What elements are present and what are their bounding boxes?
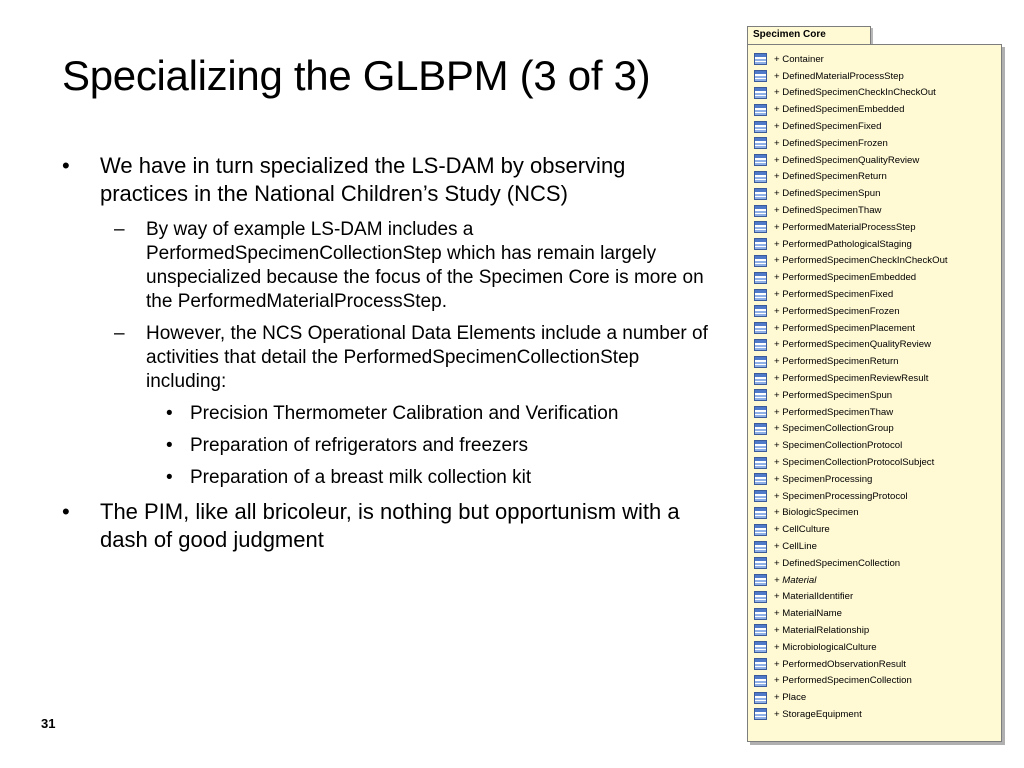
uml-attribute-label: + PerformedMaterialProcessStep bbox=[774, 221, 916, 233]
small-bullet-mark: • bbox=[166, 403, 173, 424]
uml-attribute-label: + CellCulture bbox=[774, 524, 830, 536]
uml-attribute-item bbox=[754, 118, 997, 135]
uml-attribute-label: + PerformedObservationResult bbox=[774, 658, 906, 670]
class-attribute-icon bbox=[754, 53, 767, 65]
uml-attribute-item bbox=[754, 269, 997, 286]
class-attribute-icon bbox=[754, 171, 767, 183]
uml-attribute-label: + DefinedSpecimenQualityReview bbox=[774, 154, 920, 166]
class-attribute-icon bbox=[754, 87, 767, 99]
uml-attribute-label: + DefinedSpecimenEmbedded bbox=[774, 104, 905, 116]
uml-attribute-item bbox=[754, 454, 997, 471]
sub-bullet-text: By way of example LS-DAM includes a PerformedSpecimenCollectionStep which has remain largely unspecialized because the focus of the Specimen Core is more on the PerformedMaterialProcessStep. bbox=[146, 219, 704, 312]
class-attribute-icon bbox=[754, 557, 767, 569]
uml-attribute-label: + MicrobiologicalCulture bbox=[774, 641, 877, 653]
uml-attribute-item bbox=[754, 589, 997, 606]
class-attribute-icon bbox=[754, 137, 767, 149]
sub-sub-bullet-text: Precision Thermometer Calibration and Verification bbox=[190, 403, 619, 424]
uml-attribute-label: + SpecimenProcessingProtocol bbox=[774, 490, 908, 502]
uml-attribute-item bbox=[754, 656, 997, 673]
class-attribute-icon bbox=[754, 406, 767, 418]
uml-attribute-item bbox=[754, 185, 997, 202]
sub-sub-bullet-item bbox=[62, 434, 712, 458]
class-attribute-icon bbox=[754, 121, 767, 133]
uml-attribute-item bbox=[754, 337, 997, 354]
uml-attribute-item bbox=[754, 169, 997, 186]
class-attribute-icon bbox=[754, 389, 767, 401]
uml-attribute-item bbox=[754, 672, 997, 689]
uml-attribute-label: + PerformedSpecimenCheckInCheckOut bbox=[774, 255, 948, 267]
bullet-item bbox=[62, 152, 712, 208]
bullet-mark: • bbox=[62, 153, 70, 178]
class-attribute-icon bbox=[754, 221, 767, 233]
uml-attribute-label: + PerformedSpecimenPlacement bbox=[774, 322, 916, 334]
class-attribute-icon bbox=[754, 322, 767, 334]
uml-attribute-item bbox=[754, 370, 997, 387]
class-attribute-icon bbox=[754, 708, 767, 720]
uml-attribute-item bbox=[754, 572, 997, 589]
class-attribute-icon bbox=[754, 624, 767, 636]
uml-attribute-item bbox=[754, 51, 997, 68]
bullet-mark: • bbox=[62, 499, 70, 524]
dash-mark: – bbox=[114, 323, 125, 344]
uml-attribute-item bbox=[754, 505, 997, 522]
uml-attribute-label: + MaterialRelationship bbox=[774, 624, 870, 636]
uml-attribute-label: + PerformedSpecimenCollection bbox=[774, 675, 912, 687]
class-attribute-icon bbox=[754, 473, 767, 485]
uml-attribute-label: + SpecimenProcessing bbox=[774, 473, 873, 485]
small-bullet-mark: • bbox=[166, 467, 173, 488]
uml-attribute-item bbox=[754, 253, 997, 270]
class-attribute-icon bbox=[754, 641, 767, 653]
dash-mark: – bbox=[114, 219, 125, 240]
class-attribute-icon bbox=[754, 675, 767, 687]
uml-attribute-label: + SpecimenCollectionProtocol bbox=[774, 440, 903, 452]
uml-attribute-label: + DefinedSpecimenCollection bbox=[774, 557, 901, 569]
uml-attribute-item bbox=[754, 68, 997, 85]
sub-sub-bullet-text: Preparation of refrigerators and freezers bbox=[190, 435, 528, 456]
uml-attribute-label: + DefinedSpecimenThaw bbox=[774, 205, 882, 217]
class-attribute-icon bbox=[754, 457, 767, 469]
class-attribute-icon bbox=[754, 154, 767, 166]
uml-attribute-label: + BiologicSpecimen bbox=[774, 507, 859, 519]
uml-attribute-item bbox=[754, 387, 997, 404]
sub-sub-bullet-item bbox=[62, 402, 712, 426]
uml-attribute-item bbox=[754, 236, 997, 253]
uml-attribute-label: + DefinedSpecimenFixed bbox=[774, 121, 882, 133]
class-attribute-icon bbox=[754, 591, 767, 603]
uml-attribute-item bbox=[754, 689, 997, 706]
uml-attribute-label: + SpecimenCollectionGroup bbox=[774, 423, 894, 435]
uml-attribute-item bbox=[754, 471, 997, 488]
class-attribute-icon bbox=[754, 272, 767, 284]
class-attribute-icon bbox=[754, 692, 767, 704]
uml-attribute-item bbox=[754, 85, 997, 102]
class-attribute-icon bbox=[754, 423, 767, 435]
uml-attribute-item bbox=[754, 404, 997, 421]
slide-title: Specializing the GLBPM (3 of 3) bbox=[62, 52, 651, 99]
small-bullet-mark: • bbox=[166, 435, 173, 456]
uml-attribute-label: + PerformedSpecimenReviewResult bbox=[774, 373, 929, 385]
uml-attribute-label: + CellLine bbox=[774, 541, 817, 552]
class-attribute-icon bbox=[754, 490, 767, 502]
uml-attribute-label: + MaterialIdentifier bbox=[774, 591, 854, 603]
uml-attribute-item bbox=[754, 286, 997, 303]
uml-attribute-item bbox=[754, 152, 997, 169]
class-attribute-icon bbox=[754, 574, 767, 586]
class-attribute-icon bbox=[754, 356, 767, 368]
uml-attribute-label: + PerformedSpecimenQualityReview bbox=[774, 339, 932, 351]
slide-content bbox=[62, 152, 712, 564]
uml-attribute-label: + PerformedSpecimenReturn bbox=[774, 356, 899, 368]
uml-attribute-label: + PerformedSpecimenEmbedded bbox=[774, 272, 917, 284]
uml-attribute-item bbox=[754, 521, 997, 538]
class-attribute-icon bbox=[754, 507, 767, 519]
sub-bullet-text: However, the NCS Operational Data Elements include a number of activities that detail the PerformedSpecimenCollectionStep including: bbox=[146, 323, 708, 392]
uml-attribute-item bbox=[754, 353, 997, 370]
uml-attribute-label: + DefinedSpecimenFrozen bbox=[774, 137, 888, 149]
class-attribute-icon bbox=[754, 608, 767, 620]
sub-bullet-item bbox=[62, 218, 712, 314]
class-attribute-icon bbox=[754, 205, 767, 217]
uml-attribute-item bbox=[754, 639, 997, 656]
uml-attribute-item bbox=[754, 622, 997, 639]
uml-attribute-item bbox=[754, 605, 997, 622]
page-number: 31 bbox=[41, 716, 56, 731]
uml-attribute-item bbox=[754, 421, 997, 438]
uml-attribute-item bbox=[754, 555, 997, 572]
uml-attribute-list bbox=[754, 51, 997, 723]
uml-attribute-label: + DefinedMaterialProcessStep bbox=[774, 70, 904, 82]
uml-attribute-item bbox=[754, 706, 997, 723]
uml-attribute-item bbox=[754, 538, 997, 555]
class-attribute-icon bbox=[754, 339, 767, 351]
class-attribute-icon bbox=[754, 104, 767, 116]
bullet-text: We have in turn specialized the LS-DAM by observing practices in the National Children’s Study (NCS) bbox=[100, 153, 626, 206]
uml-class-box bbox=[747, 44, 1002, 742]
uml-attribute-label: + MaterialName bbox=[774, 608, 842, 620]
uml-attribute-label: + Place bbox=[774, 692, 807, 704]
sub-sub-bullet-item bbox=[62, 466, 712, 490]
class-attribute-icon bbox=[754, 188, 767, 200]
uml-attribute-label: + PerformedSpecimenThaw bbox=[774, 406, 894, 418]
class-attribute-icon bbox=[754, 658, 767, 670]
class-attribute-icon bbox=[754, 305, 767, 317]
bullet-text: The PIM, like all bricoleur, is nothing but opportunism with a dash of good judgment bbox=[100, 499, 680, 552]
class-attribute-icon bbox=[754, 255, 767, 267]
uml-package-title: Specimen Core bbox=[747, 26, 871, 45]
uml-attribute-label: + PerformedSpecimenSpun bbox=[774, 389, 893, 401]
uml-attribute-label: + PerformedPathologicalStaging bbox=[774, 238, 912, 250]
sub-bullet-item bbox=[62, 322, 712, 394]
bullet-item bbox=[62, 498, 712, 554]
class-attribute-icon bbox=[754, 440, 767, 452]
uml-attribute-item bbox=[754, 202, 997, 219]
uml-attribute-item bbox=[754, 219, 997, 236]
uml-attribute-label: + Container bbox=[774, 53, 824, 65]
class-attribute-icon bbox=[754, 541, 767, 553]
sub-sub-bullet-text: Preparation of a breast milk collection kit bbox=[190, 467, 532, 488]
uml-attribute-item bbox=[754, 320, 997, 337]
uml-attribute-label: + Material bbox=[774, 574, 817, 586]
uml-attribute-label: + DefinedSpecimenReturn bbox=[774, 171, 887, 183]
uml-attribute-item bbox=[754, 135, 997, 152]
uml-attribute-item bbox=[754, 303, 997, 320]
uml-attribute-item bbox=[754, 101, 997, 118]
class-attribute-icon bbox=[754, 238, 767, 250]
class-attribute-icon bbox=[754, 289, 767, 301]
class-attribute-icon bbox=[754, 524, 767, 536]
uml-attribute-item bbox=[754, 488, 997, 505]
uml-attribute-label: + PerformedSpecimenFrozen bbox=[774, 305, 900, 317]
class-attribute-icon bbox=[754, 70, 767, 82]
uml-attribute-label: + SpecimenCollectionProtocolSubject bbox=[774, 457, 935, 469]
uml-attribute-label: + DefinedSpecimenCheckInCheckOut bbox=[774, 87, 936, 99]
uml-attribute-label: + PerformedSpecimenFixed bbox=[774, 289, 894, 301]
uml-attribute-label: + StorageEquipment bbox=[774, 708, 862, 720]
class-attribute-icon bbox=[754, 373, 767, 385]
uml-attribute-item bbox=[754, 437, 997, 454]
uml-attribute-label: + DefinedSpecimenSpun bbox=[774, 188, 881, 200]
